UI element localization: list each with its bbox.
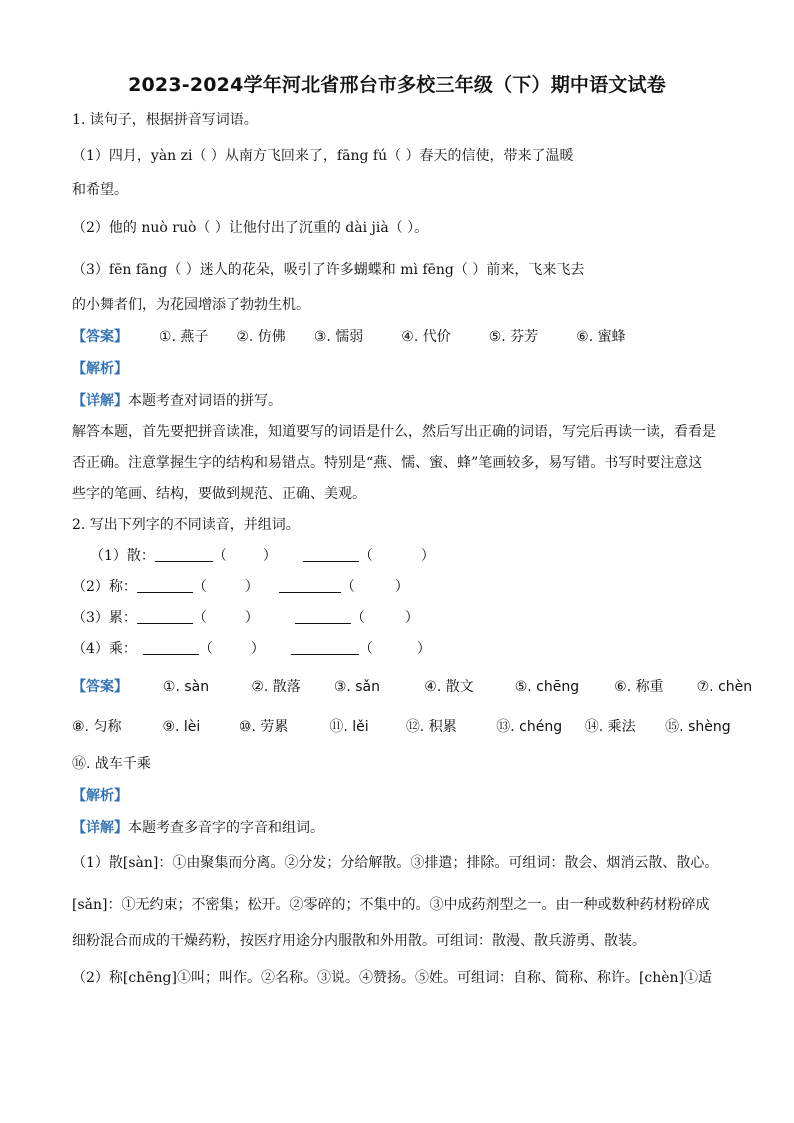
q2-answer-15: ⑮. shèng xyxy=(665,719,731,735)
q2-answer-row-3 xyxy=(72,754,732,774)
q2-detail-text: 本题考查多音字的字音和组词。 xyxy=(128,820,324,836)
answer-blank[interactable] xyxy=(303,547,359,562)
answer-blank[interactable] xyxy=(155,547,213,562)
paren-close: ） xyxy=(262,548,277,564)
q2-answer-3: ③. sǎn xyxy=(333,679,381,695)
q2-analysis-tag xyxy=(72,786,732,806)
q2-answer-11: ⑪. lěi xyxy=(329,719,369,735)
q2-row-4 xyxy=(72,639,732,659)
answer-blank[interactable] xyxy=(137,578,193,593)
paren-open: （ xyxy=(340,579,355,595)
answer-blank[interactable] xyxy=(295,609,351,624)
q1-explain-3: 些字的笔画、结构，要做到规范、正确、美观。 xyxy=(72,486,366,502)
q2-answer-row-2 xyxy=(72,717,732,737)
q2-detail xyxy=(72,818,732,838)
q2-row-label: （3）累： xyxy=(72,610,137,626)
q2-answer-1: ①. sàn xyxy=(162,679,210,695)
q1-stem: 1. 读句子，根据拼音写词语。 xyxy=(72,112,258,128)
q1-explain-1: 解答本题，首先要把拼音读准，知道要写的词语是什么，然后写出正确的词语，写完后再读一读，看看是 xyxy=(72,424,716,440)
q2-answer-2: ②. 散落 xyxy=(251,679,301,695)
answer-blank[interactable] xyxy=(291,640,359,655)
answer-blank[interactable] xyxy=(143,640,199,655)
analysis-tag: 【解析】 xyxy=(72,788,128,804)
paren-open: （ xyxy=(350,610,365,626)
detail-tag: 【详解】 xyxy=(72,820,128,836)
answer-tag: 【答案】 xyxy=(72,329,128,345)
q2-answer-12: ⑫. 积累 xyxy=(405,719,457,735)
q2-explain-2: [sǎn]：①无约束；不密集；松开。②零碎的；不集中的。③中成药剂型之一。由一种或数种药材粉碎成 xyxy=(72,897,710,913)
q1-sentence-3: （3）fēn fāng（ ）迷人的花朵，吸引了许多蝴蝶和 mì fēng（ ）前来，飞来飞去 xyxy=(72,262,585,278)
q1-answer-4: ④. 代价 xyxy=(401,329,451,345)
paren-open: （ xyxy=(212,548,227,564)
q1-sentence-2: （2）他的 nuò ruò（ ）让他付出了沉重的 dài jià（ ）。 xyxy=(72,220,429,236)
page-title: 2023-2024学年河北省邢台市多校三年级（下）期中语文试卷 xyxy=(128,74,666,96)
q2-row-label: （4）乘： xyxy=(72,641,137,657)
q1-answer-row xyxy=(72,327,732,347)
analysis-tag: 【解析】 xyxy=(72,361,128,377)
q2-answer-row-1 xyxy=(72,677,753,697)
q1-sentence-3-cont: 的小舞者们，为花园增添了勃勃生机。 xyxy=(72,297,310,313)
paren-open: （ xyxy=(192,610,207,626)
q2-answer-10: ⑩. 劳累 xyxy=(238,719,289,735)
q1-answer-2: ②. 仿佛 xyxy=(236,329,286,345)
paren-open: （ xyxy=(192,579,207,595)
q2-answer-16: ⑯. 战车千乘 xyxy=(72,756,151,772)
q1-answer-6: ⑥. 蜜蜂 xyxy=(576,329,626,345)
q2-answer-13: ⑬. chéng xyxy=(496,719,563,735)
q2-answer-14: ⑭. 乘法 xyxy=(584,719,636,735)
detail-tag: 【详解】 xyxy=(72,393,128,409)
answer-blank[interactable] xyxy=(279,578,341,593)
q1-sentence-1-cont: 和希望。 xyxy=(72,182,128,198)
q1-detail xyxy=(72,391,732,411)
q2-answer-8: ⑧. 匀称 xyxy=(72,719,122,735)
paren-open: （ xyxy=(358,641,373,657)
paren-open: （ xyxy=(198,641,213,657)
paren-close: ） xyxy=(416,641,431,657)
q2-answer-6: ⑥. 称重 xyxy=(614,679,664,695)
paren-close: ） xyxy=(244,579,259,595)
q2-answer-5: ⑤. chēng xyxy=(514,679,580,695)
q2-answer-4: ④. 散文 xyxy=(424,679,474,695)
answer-blank[interactable] xyxy=(137,609,193,624)
paren-close: ） xyxy=(420,548,435,564)
paren-close: ） xyxy=(250,641,265,657)
q2-explain-1: （1）散[sàn]：①由聚集而分离。②分发；分给解散。③排遣；排除。可组词：散会、烟消云散、散心。 xyxy=(72,855,719,871)
q1-detail-text: 本题考查对词语的拼写。 xyxy=(128,393,282,409)
q1-answer-5: ⑤. 芬芳 xyxy=(488,329,539,345)
q2-row-3 xyxy=(72,608,732,628)
q1-sentence-1: （1）四月，yàn zi（ ）从南方飞回来了，fāng fú（ ）春天的信使，带来了温暖 xyxy=(72,148,574,164)
q1-explain-2: 否正确。注意掌握生字的结构和易错点。特别是“燕、懦、蜜、蜂”笔画较多，易写错。书写时要注意这 xyxy=(72,455,703,471)
q2-row-label: （1）散： xyxy=(90,548,155,564)
q2-explain-4: （2）称[chēng]①叫；叫作。②名称。③说。④赞扬。⑤姓。可组词：自称、简称、称许。[chèn]①适 xyxy=(72,970,713,986)
q2-answer-9: ⑨. lèi xyxy=(162,719,201,735)
q2-row-2 xyxy=(72,577,732,597)
q2-row-1 xyxy=(90,546,750,566)
q1-answer-3: ③. 懦弱 xyxy=(313,329,364,345)
answer-tag: 【答案】 xyxy=(72,679,128,695)
paren-open: （ xyxy=(358,548,373,564)
paren-close: ） xyxy=(404,610,419,626)
q2-answer-7: ⑦. chèn xyxy=(696,679,753,695)
q2-explain-3: 细粉混合而成的干燥药粉，按医疗用途分内服散和外用散。可组词：散漫、散兵游勇、散装。 xyxy=(72,933,646,949)
q2-row-label: （2）称： xyxy=(72,579,137,595)
q2-stem: 2. 写出下列字的不同读音，并组词。 xyxy=(72,517,300,533)
q1-answer-1: ①. 燕子 xyxy=(158,329,209,345)
q1-analysis-tag xyxy=(72,359,732,379)
paren-close: ） xyxy=(244,610,259,626)
paren-close: ） xyxy=(394,579,409,595)
